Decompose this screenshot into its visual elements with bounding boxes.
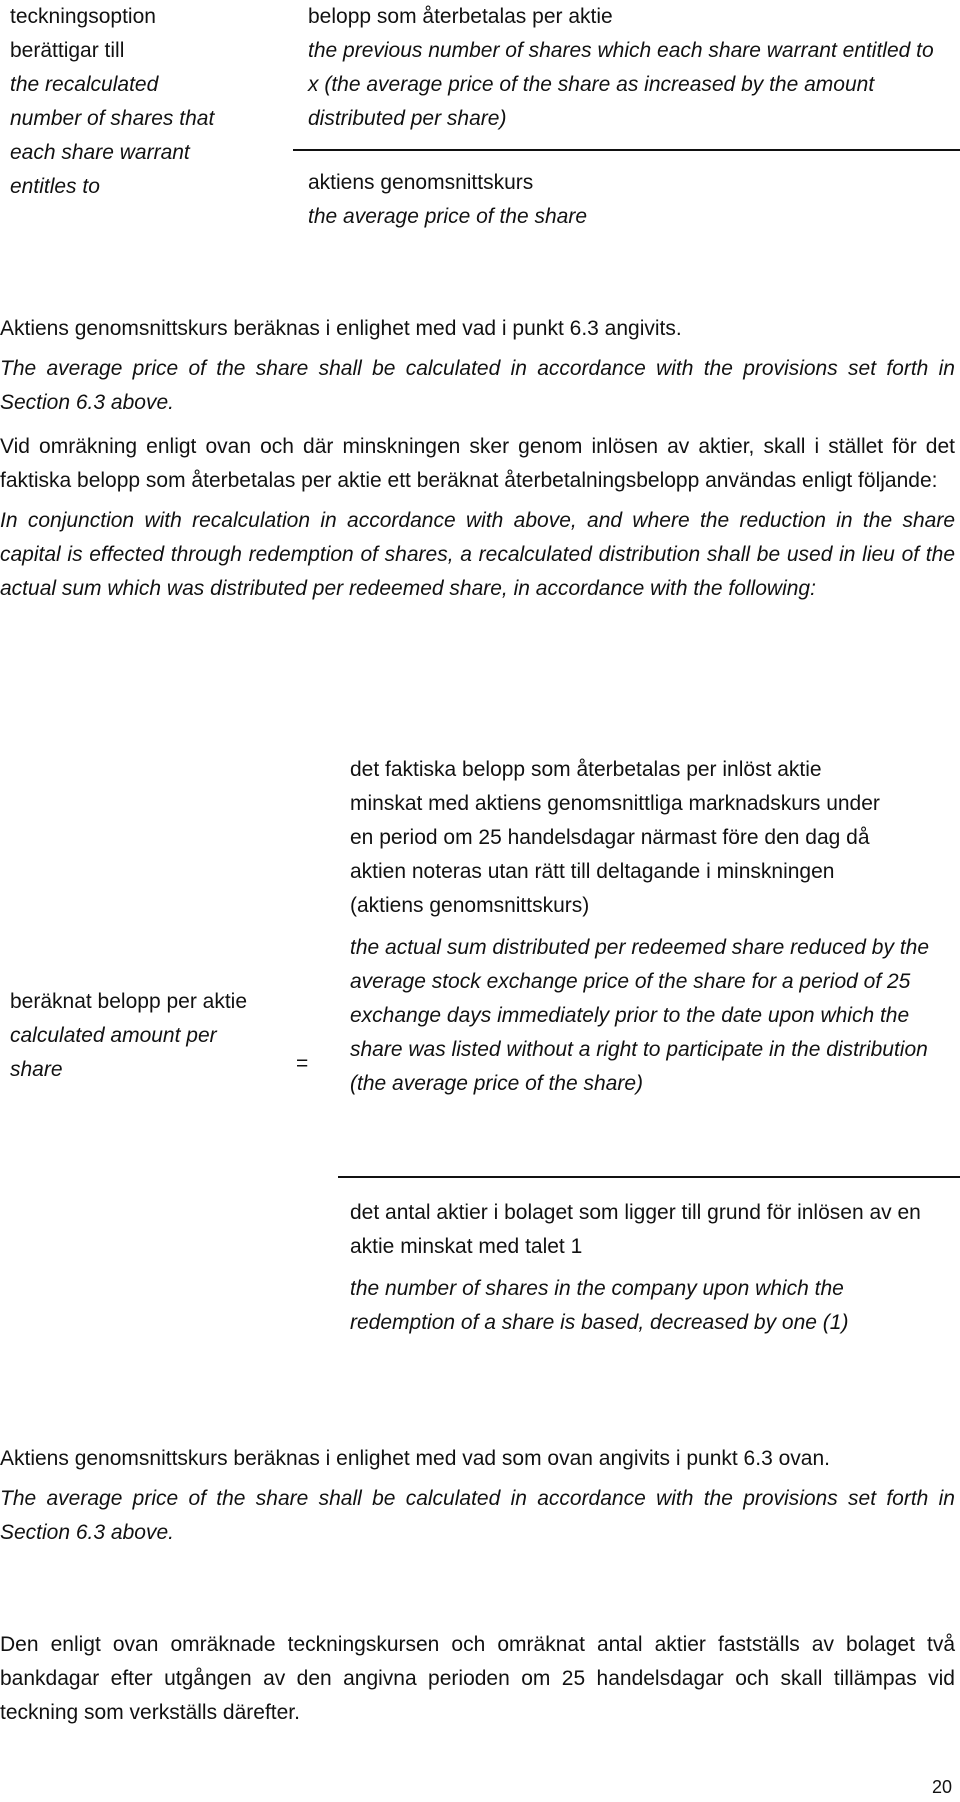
top-numerator-sv: belopp som återbetalas per aktie [308, 5, 613, 28]
formula-2 [0, 745, 960, 1385]
paragraph-3-sv: Aktiens genomsnittskurs beräknas i enlighet med vad som ovan angivits i punkt 6.3 ovan. [0, 1447, 830, 1470]
paragraph-4-sv: Den enligt ovan omräknade teckningskursen och omräknat antal aktier fastställs av bolaget två bankdagar efter utgången av den angivna perioden om 25 handelsdagar och skall tillämpas vid teckning som verkställs därefter. [0, 1633, 955, 1724]
top-left-sv: teckningsoption berättigar till [10, 5, 156, 62]
formula-2-numerator [350, 753, 950, 1101]
paragraph-1 [0, 312, 955, 420]
top-denominator-sv: aktiens genomsnittskurs [308, 171, 534, 194]
formula-2-numerator-en: the actual sum distributed per redeemed share reduced by the average stock exchange price of the share for a period of 25 exchange days immediately prior to the date upon which the share was listed without a right to participate in the distribution (the average price of the share) [350, 936, 930, 1095]
top-formula-numerator [308, 0, 948, 136]
paragraph-3-en: The average price of the share shall be calculated in accordance with the provisions set forth in Section 6.3 above. [0, 1487, 955, 1544]
top-denominator-en: the average price of the share [308, 205, 588, 228]
top-formula-denominator [308, 166, 948, 234]
top-formula [0, 0, 960, 250]
formula-2-left-sv: beräknat belopp per aktie [10, 990, 247, 1013]
formula-2-fraction-line [338, 1176, 960, 1178]
formula-2-denominator-en: the number of shares in the company upon which the redemption of a share is based, decreased by one (1) [350, 1277, 849, 1334]
page-number: 20 [931, 1777, 952, 1797]
top-formula-left [10, 0, 220, 204]
paragraph-1-sv: Aktiens genomsnittskurs beräknas i enlighet med vad i punkt 6.3 angivits. [0, 317, 682, 340]
top-left-en: the recalculated number of shares that each share warrant entitles to [10, 73, 215, 198]
formula-2-left [10, 985, 250, 1087]
paragraph-2-en: In conjunction with recalculation in accordance with above, and where the reduction in the share capital is effected through redemption of shares, a recalculated distribution shall be used in lieu of the actual sum which was distributed per redeemed share, in accordance with the following: [0, 509, 955, 600]
top-fraction-line [293, 149, 960, 151]
formula-2-denominator [350, 1196, 950, 1340]
paragraph-1-en: The average price of the share shall be calculated in accordance with the provisions set forth in Section 6.3 above. [0, 357, 955, 414]
formula-2-left-en: calculated amount per share [10, 1024, 217, 1081]
paragraph-4 [0, 1628, 955, 1730]
paragraph-2 [0, 430, 955, 606]
formula-2-equals: = [296, 1052, 309, 1075]
paragraph-2-sv: Vid omräkning enligt ovan och där minskningen sker genom inlösen av aktier, skall i stället för det faktiska belopp som återbetalas per aktie ett beräknat återbetalningsbelopp användas enligt följande: [0, 435, 955, 492]
formula-2-numerator-sv: det faktiska belopp som återbetalas per inlöst aktie minskat med aktiens genomsnittliga marknadskurs under en period om 25 handelsdagar närmast före den dag då aktien noteras utan rätt till deltagande i minskningen (aktiens genomsnittskurs) [350, 758, 880, 917]
formula-2-denominator-sv: det antal aktier i bolaget som ligger till grund för inlösen av en aktie minskat med talet 1 [350, 1201, 921, 1258]
paragraph-3 [0, 1442, 955, 1550]
top-numerator-en: the previous number of shares which each share warrant entitled to x (the average price of the share as increased by the amount distributed per share) [308, 39, 934, 130]
